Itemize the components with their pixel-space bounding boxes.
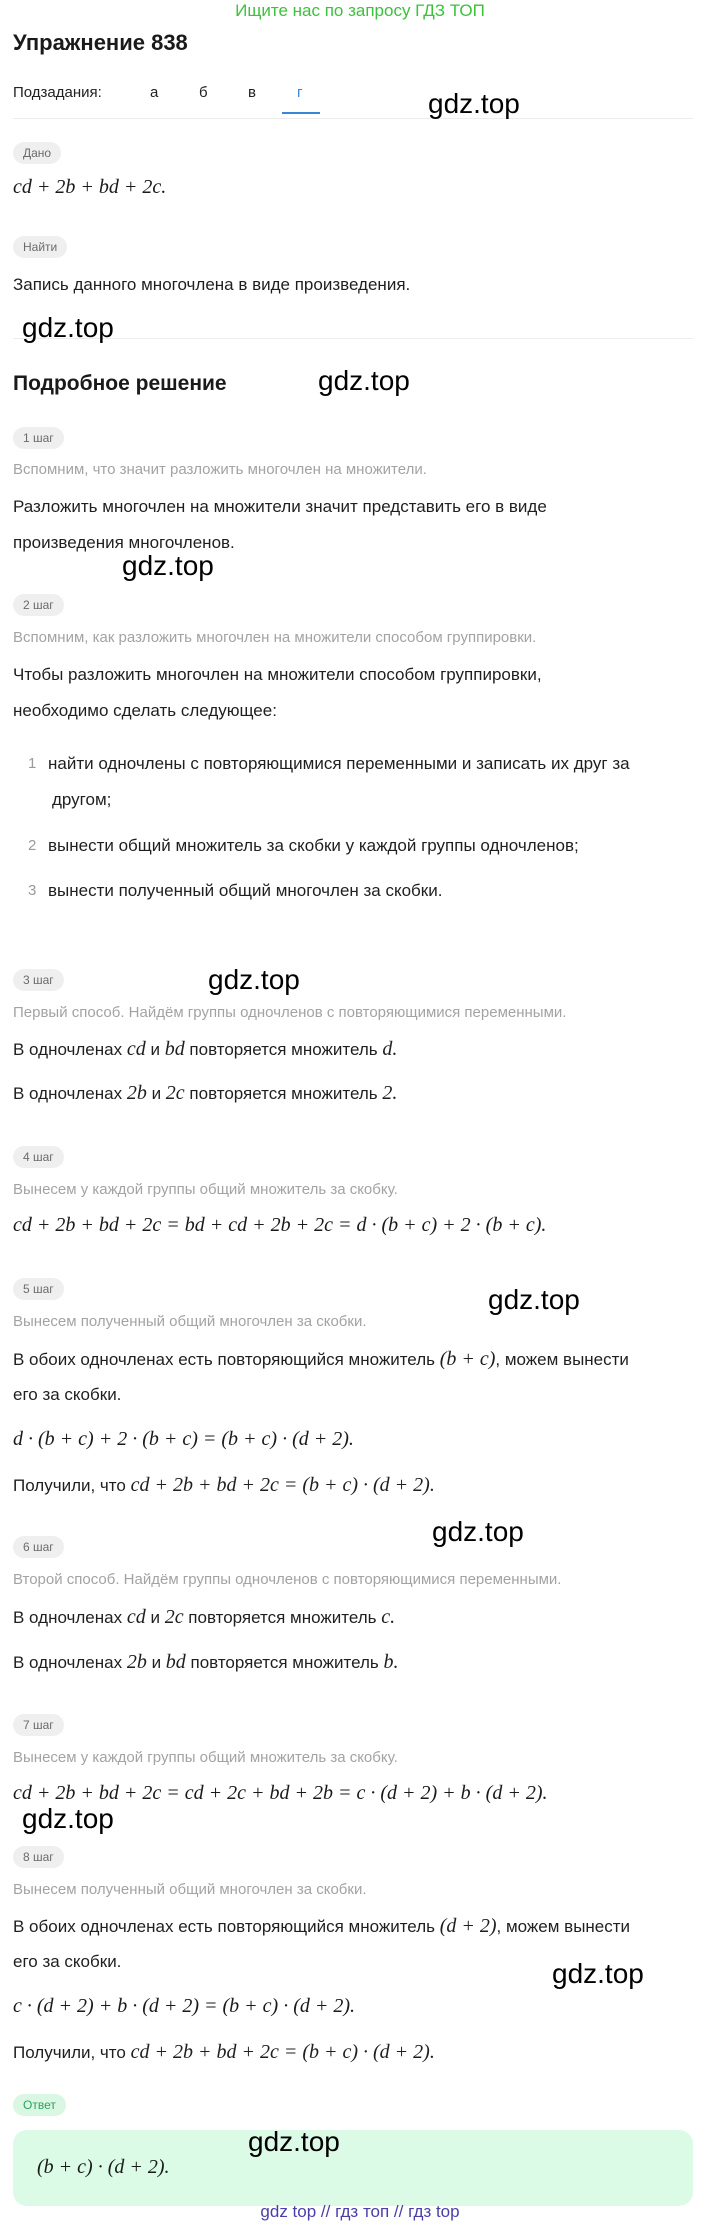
watermark: gdz.top [22,1803,114,1834]
watermark: gdz.top [248,2126,340,2157]
step-badge: 2 шаг [13,594,64,616]
step-text: его за скобки. [13,1385,122,1404]
step-result: Получили, что cd + 2b + bd + 2c = (b + c) · (d + 2). [13,1474,435,1496]
watermark: gdz.top [22,312,114,343]
step-hint: Вынесем полученный общий многочлен за скобки. [13,1881,367,1898]
watermark: gdz.top [122,550,214,581]
step-hint: Вынесем у каждой группы общий множитель за скобку. [13,1181,398,1198]
divider [13,118,693,119]
step-text: В одночленах 2b и bd повторяется множитель b. [13,1651,399,1673]
step-badge: 7 шаг [13,1714,64,1736]
list-number: 2 [28,837,37,854]
list-item: найти одночлены с повторяющимися переменными и записать их друг за [48,754,630,773]
list-item: вынести полученный общий многочлен за скобки. [48,881,443,900]
step-formula: d · (b + c) + 2 · (b + c) = (b + c) · (d + 2). [13,1428,354,1450]
answer-box [13,2130,693,2206]
page-title: Упражнение 838 [13,30,188,55]
step-formula: cd + 2b + bd + 2c = bd + cd + 2b + 2c = d · (b + c) + 2 · (b + c). [13,1214,547,1236]
tab-a[interactable]: а [150,84,159,101]
tab-v[interactable]: в [248,84,256,101]
watermark: gdz.top [428,88,520,119]
find-badge: Найти [13,236,67,258]
footer-links[interactable]: gdz top // гдз топ // гдз top [260,2202,460,2221]
list-item: вынести общий множитель за скобки у каждой группы одночленов; [48,836,579,855]
tab-b[interactable]: б [199,84,208,101]
tab-g[interactable]: г [297,84,303,101]
list-number: 3 [28,882,37,899]
watermark: gdz.top [488,1284,580,1315]
step-text: В одночленах cd и bd повторяется множитель d. [13,1038,398,1060]
step-text: необходимо сделать следующее: [13,701,277,720]
watermark: gdz.top [208,964,300,995]
step-text: Разложить многочлен на множители значит представить его в виде [13,497,547,516]
step-badge: 4 шаг [13,1146,64,1168]
step-badge: 8 шаг [13,1846,64,1868]
step-formula: c · (d + 2) + b · (d + 2) = (b + c) · (d + 2). [13,1995,356,2017]
solution-title: Подробное решение [13,372,227,395]
answer-badge: Ответ [13,2094,66,2116]
step-badge: 6 шаг [13,1536,64,1558]
divider [13,338,693,339]
find-text: Запись данного многочлена в виде произведения. [13,275,411,294]
list-number: 1 [28,755,37,772]
step-text: В обоих одночленах есть повторяющийся множитель (d + 2), можем вынести [13,1915,631,1937]
step-hint: Второй способ. Найдём группы одночленов с повторяющимися переменными. [13,1571,562,1588]
step-text: его за скобки. [13,1952,122,1971]
watermark: gdz.top [432,1516,524,1547]
step-hint: Вынесем полученный общий многочлен за скобки. [13,1313,367,1330]
step-result: Получили, что cd + 2b + bd + 2c = (b + c) · (d + 2). [13,2041,435,2063]
given-formula: cd + 2b + bd + 2c. [13,176,167,198]
step-badge: 1 шаг [13,427,64,449]
step-hint: Вспомним, что значит разложить многочлен на множители. [13,461,427,478]
answer-formula: (b + c) · (d + 2). [37,2156,170,2178]
active-tab-indicator [282,112,320,114]
step-hint: Вспомним, как разложить многочлен на множители способом группировки. [13,629,537,646]
watermark: gdz.top [318,365,410,396]
step-text: В одночленах 2b и 2c повторяется множитель 2. [13,1082,398,1104]
step-badge: 3 шаг [13,969,64,991]
watermark: gdz.top [552,1958,644,1989]
subtasks-label: Подзадания: [13,84,102,101]
step-formula: cd + 2b + bd + 2c = cd + 2c + bd + 2b = c · (d + 2) + b · (d + 2). [13,1782,548,1804]
step-badge: 5 шаг [13,1278,64,1300]
list-item: другом; [52,790,112,809]
step-text: В обоих одночленах есть повторяющийся множитель (b + c), можем вынести [13,1348,629,1370]
step-hint: Вынесем у каждой группы общий множитель за скобку. [13,1749,398,1766]
given-badge: Дано [13,142,61,164]
step-text: произведения многочленов. [13,533,235,552]
search-banner[interactable]: Ищите нас по запросу ГДЗ ТОП [235,1,485,20]
step-hint: Первый способ. Найдём группы одночленов с повторяющимися переменными. [13,1004,567,1021]
step-text: Чтобы разложить многочлен на множители способом группировки, [13,665,542,684]
step-text: В одночленах cd и 2c повторяется множитель c. [13,1606,396,1628]
